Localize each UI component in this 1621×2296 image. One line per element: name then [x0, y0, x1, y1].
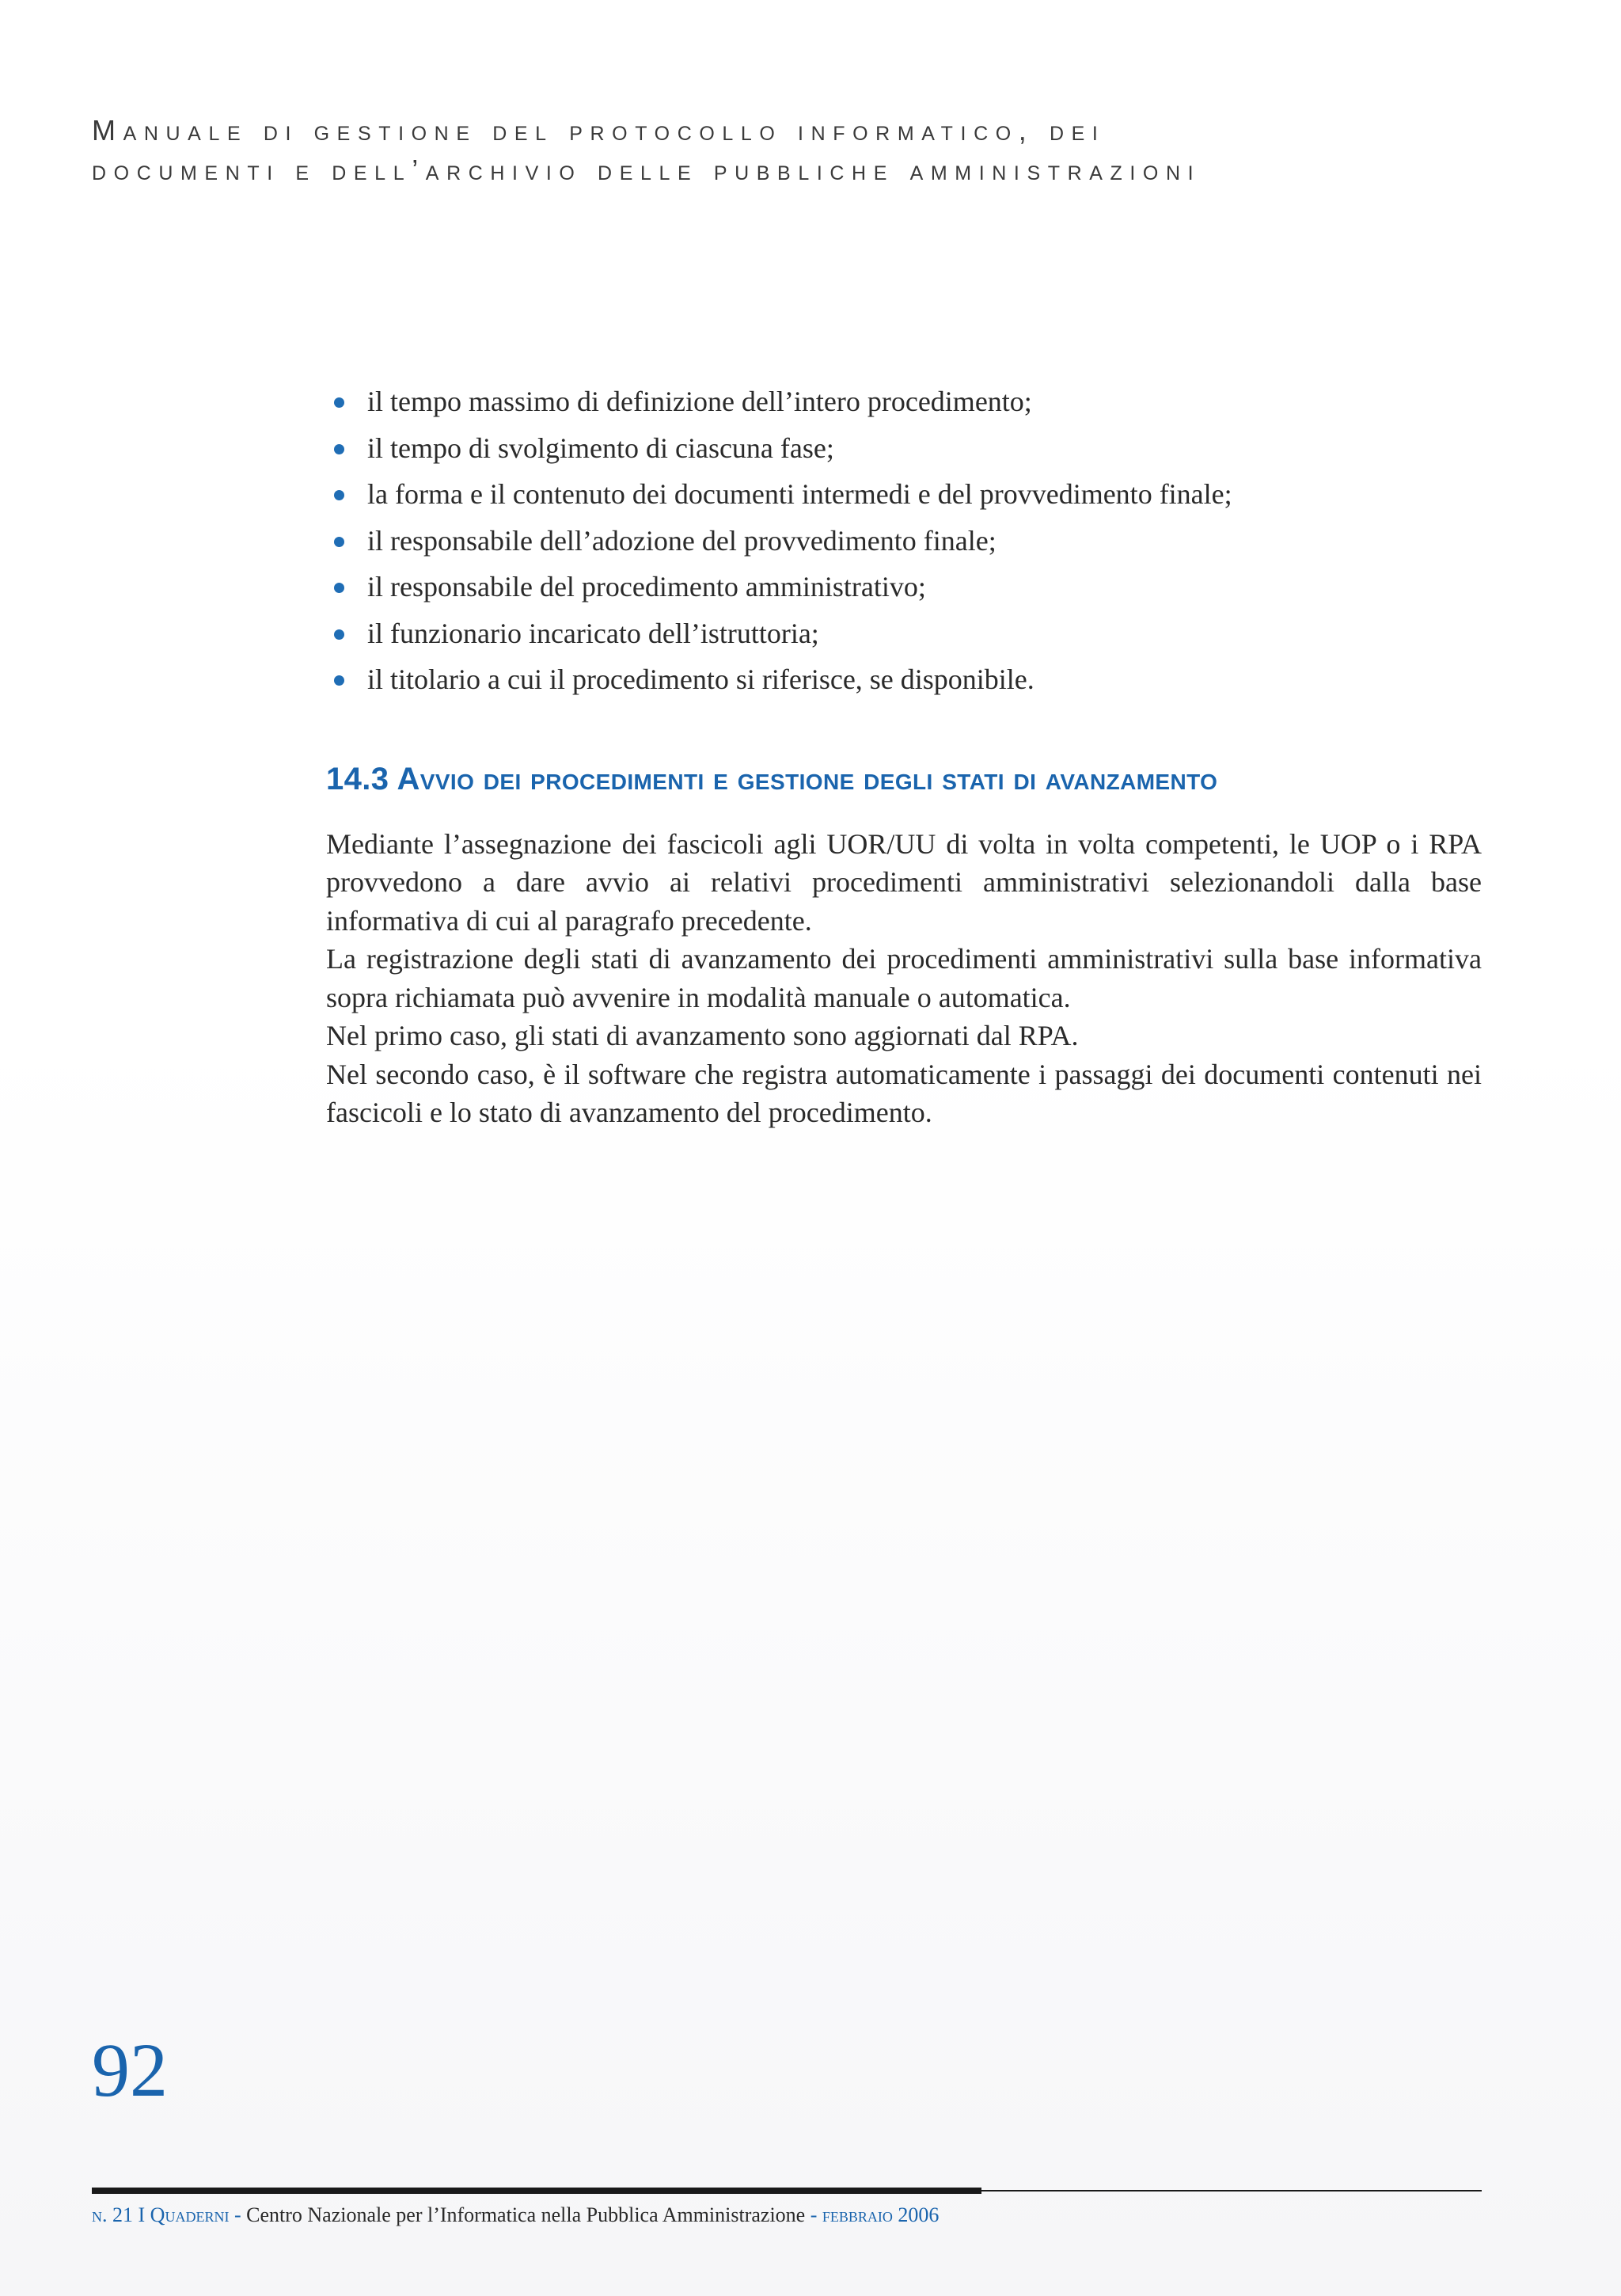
- footer: [92, 2199, 1485, 2231]
- list-item: [367, 471, 1482, 518]
- list-item: [367, 564, 1482, 610]
- list-item: [367, 656, 1482, 703]
- section-body: [326, 825, 1482, 1132]
- list-item: [367, 425, 1482, 472]
- list-item-text: il tempo massimo di definizione dell’intero procedimento;: [367, 386, 1032, 417]
- list-item-text: il responsabile del procedimento amministrativo;: [367, 571, 926, 603]
- list-item: [367, 610, 1482, 657]
- footer-issue: n. 21: [92, 2203, 133, 2226]
- page-number: 92: [92, 2028, 168, 2112]
- list-item: [367, 518, 1482, 564]
- footer-dash: -: [810, 2203, 818, 2226]
- footer-month: febbraio: [822, 2203, 893, 2226]
- running-header-line-1: Manuale di gestione del protocollo informatico, dei: [92, 114, 1106, 146]
- list-item-text: la forma e il contenuto dei documenti intermedi e del provvedimento finale;: [367, 478, 1232, 510]
- list-item: [367, 378, 1482, 425]
- list-item-text: il titolario a cui il procedimento si riferisce, se disponibile.: [367, 663, 1034, 695]
- bullet-dot-icon: [334, 583, 344, 593]
- running-header: [92, 111, 1532, 190]
- bullet-dot-icon: [334, 490, 344, 500]
- list-item-text: il tempo di svolgimento di ciascuna fase;: [367, 431, 834, 464]
- bullet-dot-icon: [334, 397, 344, 408]
- footer-publisher: Centro Nazionale per l’Informatica nella Pubblica Amministrazione: [246, 2203, 806, 2226]
- paragraph: Nel secondo caso, è il software che registra automaticamente i passaggi dei documenti contenuti nei fascicoli e lo stato di avanzamento del procedimento.: [326, 1058, 1482, 1128]
- bullet-dot-icon: [334, 537, 344, 547]
- footer-rule-thick: [92, 2188, 981, 2194]
- footer-rule-thin: [981, 2190, 1482, 2191]
- bullet-list: [326, 378, 1482, 703]
- paragraph: La registrazione degli stati di avanzamento dei procedimenti amministrativi sulla base informativa sopra richiamata può avvenire in modalità manuale o automatica.: [326, 943, 1482, 1013]
- footer-dash: -: [233, 2203, 241, 2226]
- paragraph: Mediante l’assegnazione dei fascicoli agli UOR/UU di volta in volta competenti, le UOP o i RPA provvedono a dare avvio ai relativi procedimenti amministrativi selezionandoli dalla base informativa di cui al paragrafo precedente.: [326, 827, 1482, 937]
- list-item-text: il responsabile dell’adozione del provvedimento finale;: [367, 524, 997, 557]
- bullet-dot-icon: [334, 629, 344, 640]
- paragraph: Nel primo caso, gli stati di avanzamento sono aggiornati dal RPA.: [326, 1020, 1079, 1051]
- bullet-dot-icon: [334, 444, 344, 454]
- section-heading: 14.3 Avvio dei procedimenti e gestione degli stati di avanzamento: [326, 761, 1218, 796]
- running-header-line-2: documenti e dell’archivio delle pubbliche amministrazioni: [92, 154, 1202, 186]
- footer-year: 2006: [898, 2203, 940, 2226]
- footer-series: Quaderni: [150, 2203, 230, 2226]
- list-item-text: il funzionario incaricato dell’istruttoria;: [367, 617, 819, 649]
- main-content: [326, 378, 1482, 1132]
- footer-separator: I: [138, 2203, 146, 2226]
- bullet-dot-icon: [334, 675, 344, 686]
